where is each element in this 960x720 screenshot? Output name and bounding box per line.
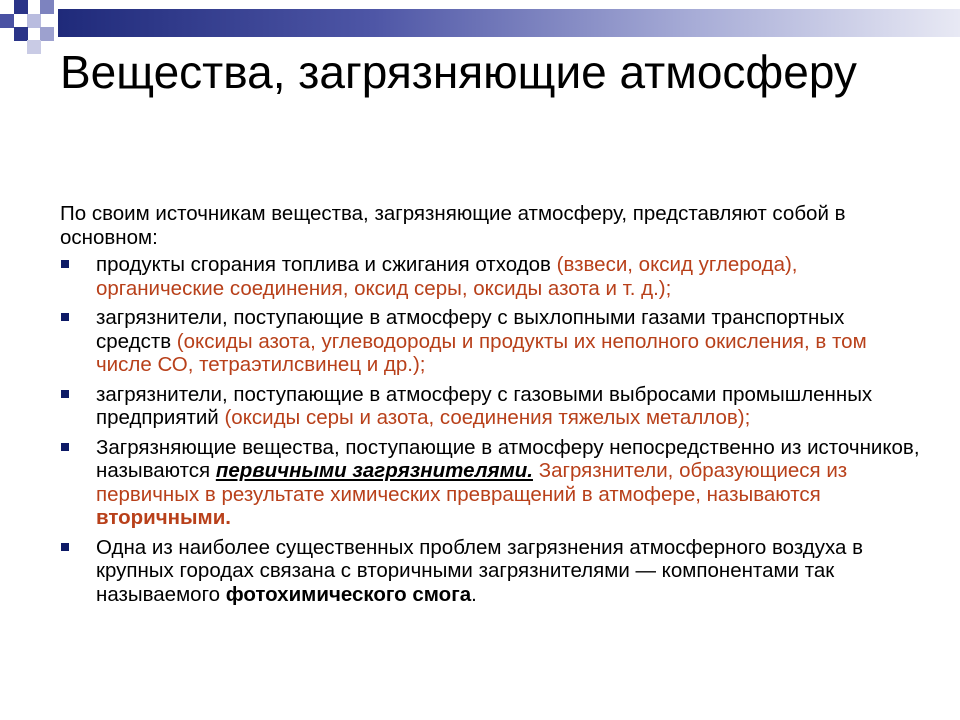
decor-square [27,14,41,28]
bullet-detail: Загрязнители, образующиеся из первичных в результате химических превращений в атмофере, называются [96,459,848,506]
decor-square [40,0,54,14]
bullet-text: загрязнители, поступающие в атмосферу с выхлопными газами транспортных средств [96,306,845,353]
list-item [60,306,920,377]
header-gradient-bar [58,9,960,37]
term-primary-pollutants: первичными загрязнителями. [215,459,533,482]
decor-square [14,27,28,41]
decor-square [14,0,28,14]
bullet-detail: (оксиды азота, углеводороды и продукты их неполного окисления, в том числе СО, тетраэтилсвинец и др.); [96,329,867,376]
square-bullet-icon [61,443,69,451]
bullet-detail: (взвеси, оксид углерода), органические соединения, оксид серы, оксиды азота и т. д.); [96,253,798,300]
bullet-text: загрязнители, поступающие в атмосферу с газовыми выбросами промышленных предприятий [96,382,873,429]
bullet-list [60,253,920,606]
square-bullet-icon [61,313,69,321]
list-item [60,436,920,530]
list-item [60,536,920,607]
bullet-tail: . [471,582,477,606]
bullet-text: Одна из наиболее существенных проблем загрязнения атмосферного воздуха в крупных городах связана с вторичными загрязнителями — компонентами так называемого [96,535,864,606]
slide-title: Вещества, загрязняющие атмосферу [60,46,857,98]
decor-square [27,40,41,54]
bullet-text: продукты сгорания топлива и сжигания отходов [96,253,551,276]
square-bullet-icon [61,390,69,398]
bullet-text: Загрязняющие вещества, поступающие в атмосферу непосредственно из источников, называются [96,435,920,482]
decor-square [0,14,14,28]
decor-square [40,27,54,41]
list-item [60,253,920,300]
slide-content [60,202,920,612]
square-bullet-icon [61,260,69,268]
term-secondary-pollutants: вторичными. [96,506,232,529]
list-item [60,383,920,430]
intro-text: По своим источникам вещества, загрязняющие атмосферу, представляют собой в основном: [60,202,846,249]
term-photochemical-smog: фотохимического смога [225,582,472,606]
bullet-detail: (оксиды серы и азота, соединения тяжелых металлов); [224,406,751,429]
square-bullet-icon [61,543,69,551]
